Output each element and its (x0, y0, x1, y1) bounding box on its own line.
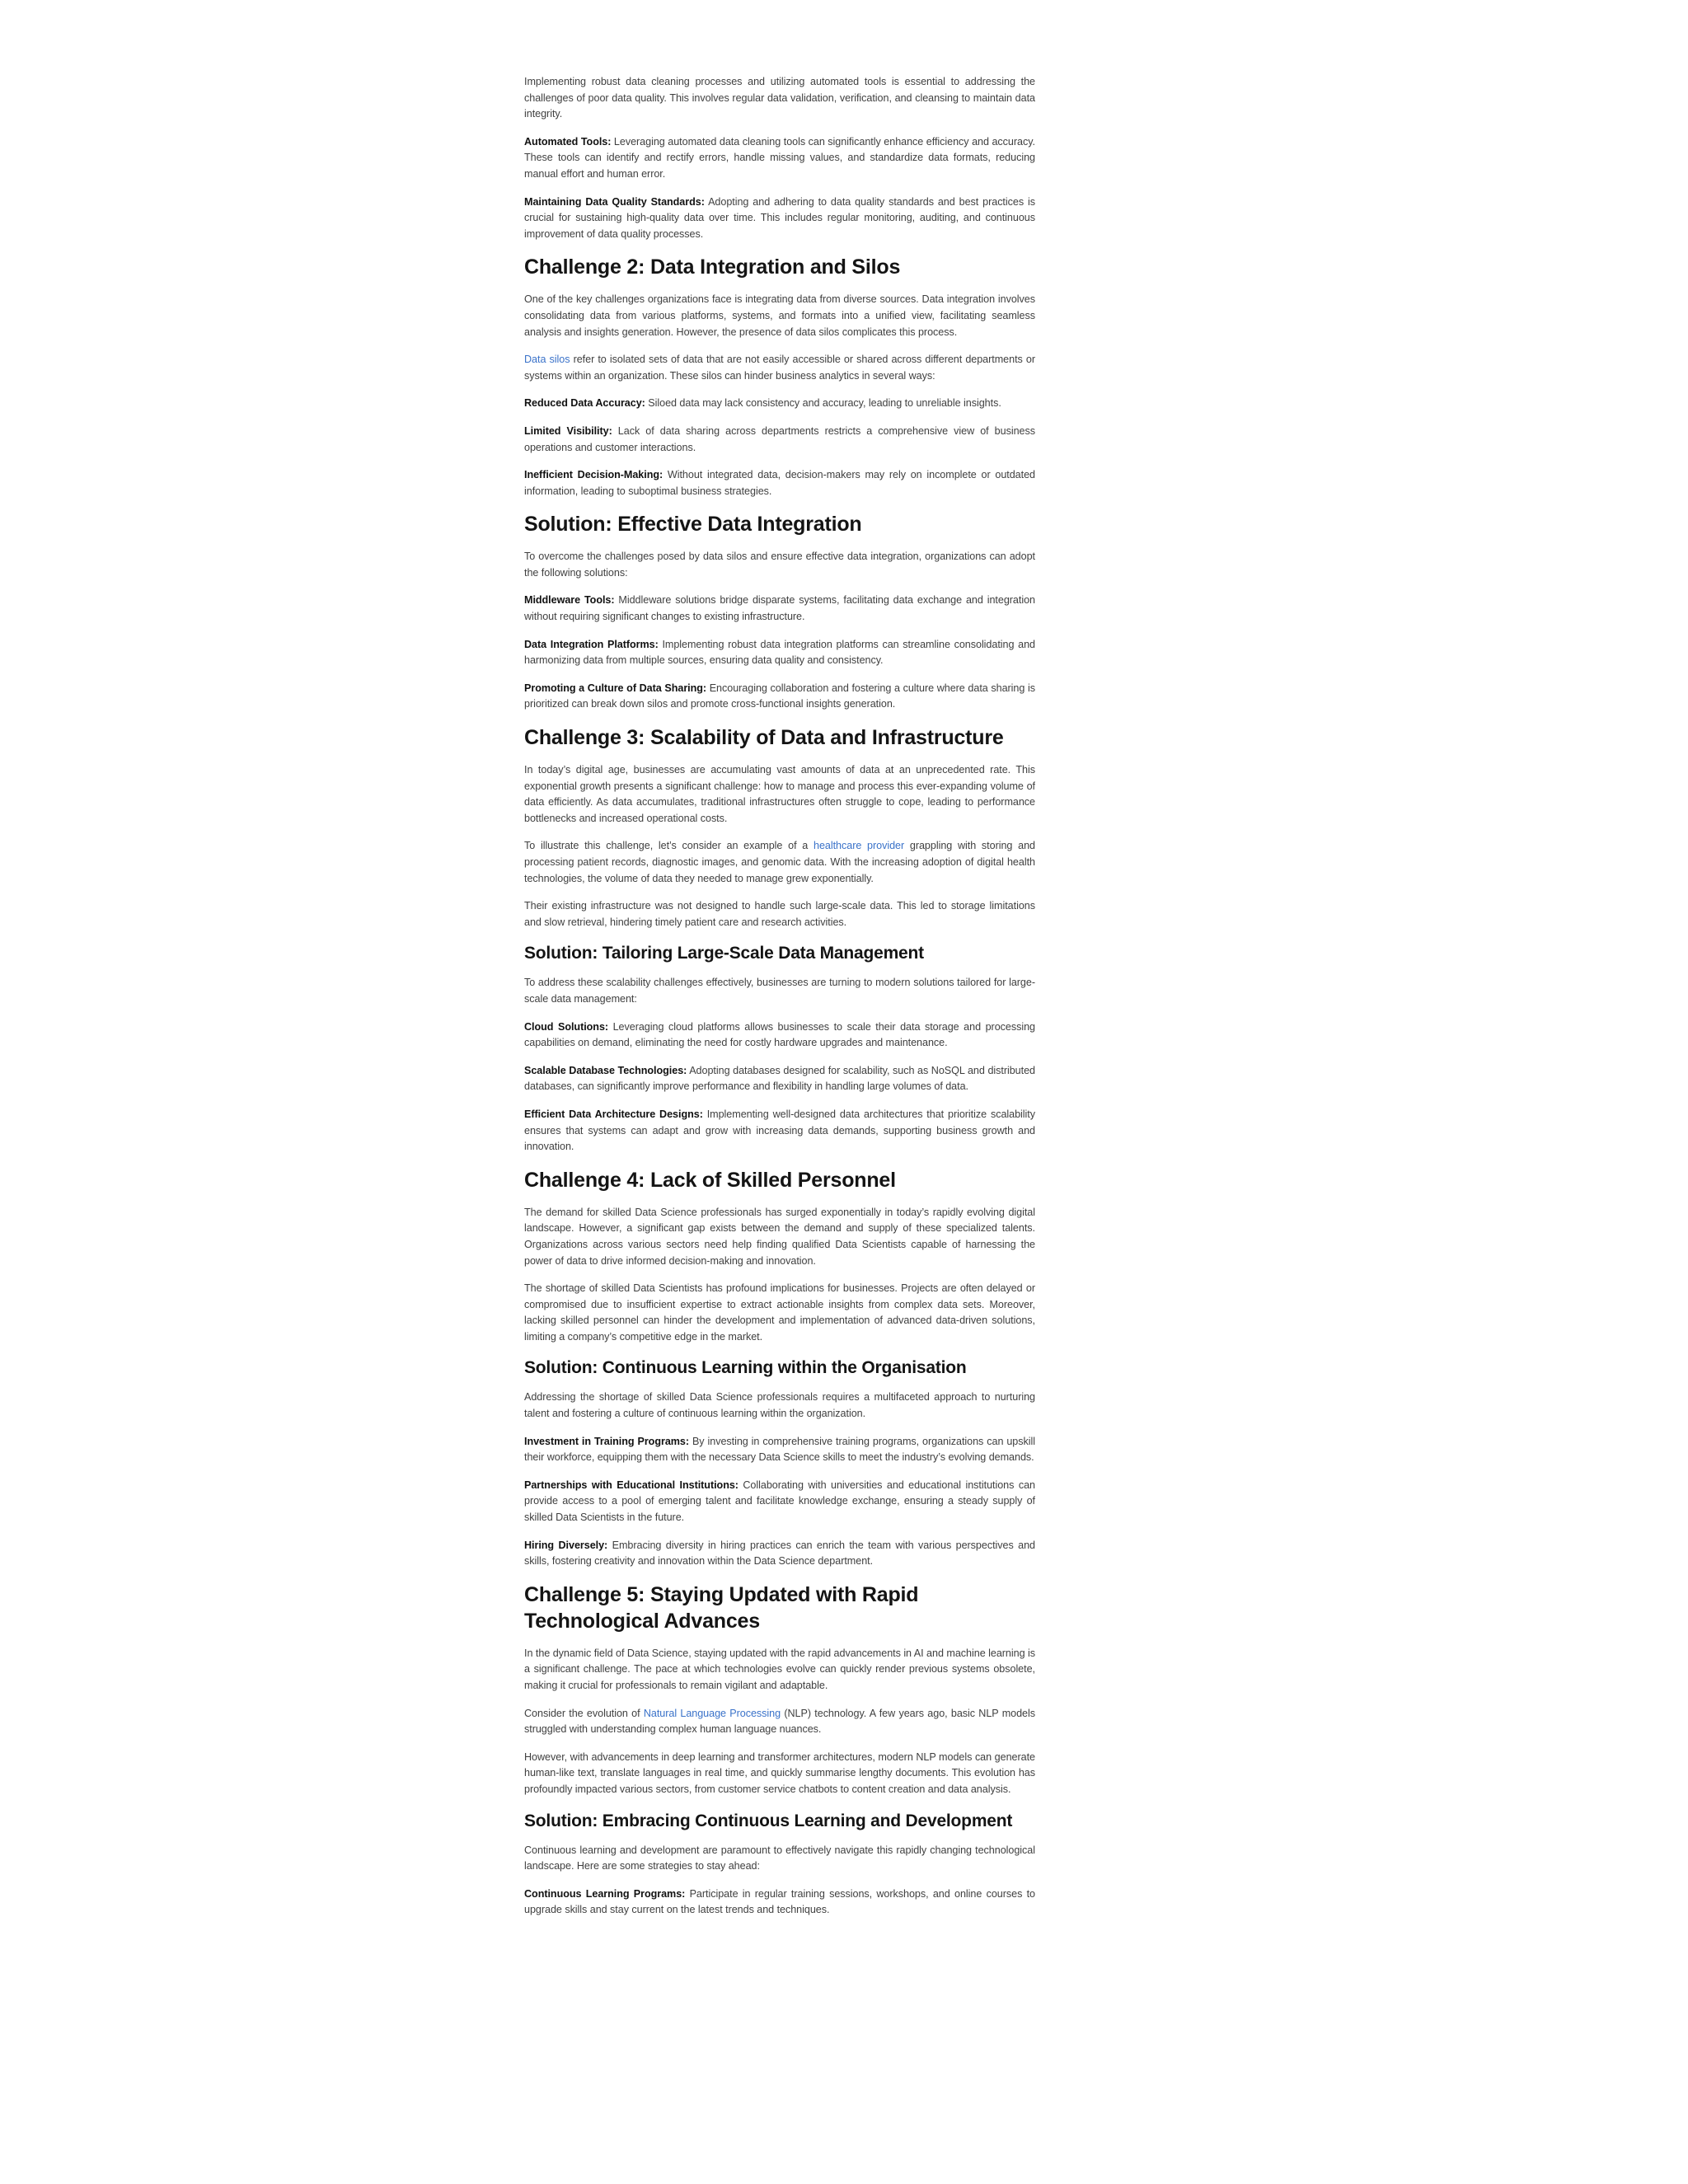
list-item (524, 1063, 1035, 1095)
list-item (524, 1886, 1035, 1919)
nlp-text-after: (NLP) technology. A few years ago, basic NLP models struggled with understanding complex human language nuances. (524, 1707, 1035, 1736)
automated-tools-text: Leveraging automated data cleaning tools can significantly enhance efficiency and accuracy. These tools can identify and rectify errors, handle missing values, and standardize data formats, reducing manual effort and human error. (524, 135, 1035, 180)
item-label: Continuous Learning Programs: (524, 1887, 686, 1900)
item-text: Adopting databases designed for scalability, such as NoSQL and distributed databases, can significantly improve performance and flexibility in handling large volumes of data. (524, 1064, 1035, 1093)
challenge-2-intro: One of the key challenges organizations face is integrating data from diverse sources. Data integration involves consolidating data from various platforms, systems, and formats into a unified view, facilitating seamless analysis and insights generation. However, the presence of data silos complicates this process. (524, 293, 1035, 338)
item-text: Implementing well-designed data architectures that prioritize scalability ensures that systems can adapt and grow with increasing data demands, supporting business growth and innovation. (524, 1108, 1035, 1153)
challenge-3-infrastructure: Their existing infrastructure was not designed to handle such large-scale data. This led to storage limitations and slow retrieval, hindering timely patient care and research activities. (524, 900, 1035, 928)
item-label: Partnerships with Educational Institutions: (524, 1479, 738, 1491)
item-text: Encouraging collaboration and fostering a culture where data sharing is prioritized can break down silos and promote cross-functional insights generation. (524, 682, 1035, 710)
solution-3-heading: Solution: Tailoring Large-Scale Data Management (524, 944, 924, 963)
nlp-text-before: Consider the evolution of (524, 1707, 644, 1719)
item-text: Collaborating with universities and educational institutions can provide access to a pool of emerging talent and facilitate knowledge exchange, ensuring a steady supply of skilled Data Scientists in the future. (524, 1479, 1035, 1524)
challenge-5-advancements: However, with advancements in deep learning and transformer architectures, modern NLP models can generate human-like text, translate languages in real time, and quickly summarise lengthy documents. This evolution has profoundly impacted various sectors, from customer service chatbots to content creation and data analysis. (524, 1750, 1035, 1795)
challenge-2-heading: Challenge 2: Data Integration and Silos (524, 255, 901, 279)
item-text: Without integrated data, decision-makers may rely on incomplete or outdated information, leading to suboptimal business strategies. (524, 469, 1035, 497)
list-item (524, 1107, 1035, 1155)
solution-4-heading: Solution: Continuous Learning within the Organisation (524, 1358, 967, 1378)
challenge-4-heading: Challenge 4: Lack of Skilled Personnel (524, 1168, 896, 1192)
solution-4-intro: Addressing the shortage of skilled Data Science professionals requires a multifaceted approach to nurturing talent and fostering a culture of continuous learning within the organization. (524, 1391, 1035, 1420)
list-item (524, 396, 1035, 412)
healthcare-text-after: grappling with storing and processing patient records, diagnostic images, and genomic data. With the increasing adoption of digital health technologies, the volume of data they needed to manage grew exponentially. (524, 840, 1035, 884)
data-silos-link[interactable]: Data silos (524, 354, 570, 366)
maintaining-standards-label: Maintaining Data Quality Standards: (524, 195, 705, 208)
item-text: Siloed data may lack consistency and accuracy, leading to unreliable insights. (645, 397, 1001, 410)
item-label: Promoting a Culture of Data Sharing: (524, 682, 707, 694)
challenge-5-heading: Challenge 5: Staying Updated with Rapid Technological Advances (524, 1582, 919, 1633)
automated-tools-paragraph (524, 134, 1035, 183)
item-label: Efficient Data Architecture Designs: (524, 1108, 703, 1120)
solution-2-intro: To overcome the challenges posed by data silos and ensure effective data integration, organizations can adopt the following solutions: (524, 551, 1035, 579)
item-text: Participate in regular training sessions, workshops, and online courses to upgrade skills and stay current on the latest trends and techniques. (524, 1887, 1035, 1916)
item-label: Investment in Training Programs: (524, 1435, 690, 1447)
item-label: Scalable Database Technologies: (524, 1064, 687, 1076)
healthcare-paragraph (524, 838, 1035, 887)
article-body (524, 74, 1035, 1930)
item-text: Implementing robust data integration platforms can streamline consolidating and harmonizing data from multiple sources, ensuring data quality and consistency. (524, 638, 1035, 667)
challenge-3-intro: In today’s digital age, businesses are accumulating vast amounts of data at an unprecedented rate. This exponential growth presents a significant challenge: how to manage and process this ever-expanding volume of data efficiently. As data accumulates, traditional infrastructures often struggle to cope, leading to performance bottlenecks and increased operational costs. (524, 764, 1035, 824)
nlp-paragraph (524, 1706, 1035, 1738)
intro-paragraph: Implementing robust data cleaning processes and utilizing automated tools is essential to addressing the challenges of poor data quality. This involves regular data validation, verification, and cleansing to maintain data integrity. (524, 76, 1035, 120)
data-silos-paragraph (524, 352, 1035, 384)
list-item (524, 1478, 1035, 1526)
list-item (524, 637, 1035, 669)
item-label: Limited Visibility: (524, 424, 612, 437)
list-item (524, 1434, 1035, 1466)
item-label: Hiring Diversely: (524, 1539, 608, 1551)
healthcare-provider-link[interactable]: healthcare provider (813, 840, 905, 852)
challenge-5-intro: In the dynamic field of Data Science, staying updated with the rapid advancements in AI and machine learning is a significant challenge. The pace at which technologies evolve can quickly render previous systems obsolete, making it crucial for professionals to remain vigilant and adaptable. (524, 1647, 1035, 1691)
challenge-3-heading: Challenge 3: Scalability of Data and Infrastructure (524, 726, 1004, 750)
list-item (524, 593, 1035, 625)
item-label: Middleware Tools: (524, 594, 615, 607)
solution-5-intro: Continuous learning and development are paramount to effectively navigate this rapidly changing technological landscape. Here are some strategies to stay ahead: (524, 1844, 1035, 1872)
healthcare-text-before: To illustrate this challenge, let’s consider an example of a (524, 840, 814, 852)
item-label: Reduced Data Accuracy: (524, 397, 645, 410)
data-silos-text: refer to isolated sets of data that are not easily accessible or shared across different departments or systems within an organization. These silos can hinder business analytics in several ways: (524, 354, 1035, 382)
item-text: Lack of data sharing across departments restricts a comprehensive view of business operations and customer interactions. (524, 424, 1035, 453)
list-item (524, 1019, 1035, 1052)
item-label: Inefficient Decision-Making: (524, 469, 663, 481)
item-label: Data Integration Platforms: (524, 638, 659, 650)
automated-tools-label: Automated Tools: (524, 135, 612, 148)
list-item (524, 1538, 1035, 1570)
maintaining-standards-paragraph (524, 194, 1035, 243)
challenge-4-intro: The demand for skilled Data Science professionals has surged exponentially in today’s rapidly evolving digital landscape. However, a significant gap exists between the demand and supply of these specialized talents. Organizations across various sectors need help finding qualified Data Scientists capable of harnessing the power of data to drive informed decision-making and innovation. (524, 1206, 1035, 1267)
item-text: By investing in comprehensive training programs, organizations can upskill their workforce, equipping them with the necessary Data Science skills to meet the industry’s evolving demands. (524, 1435, 1035, 1464)
list-item (524, 424, 1035, 456)
item-text: Leveraging cloud platforms allows businesses to scale their data storage and processing capabilities on demand, eliminating the need for costly hardware upgrades and maintenance. (524, 1020, 1035, 1049)
item-label: Cloud Solutions: (524, 1020, 609, 1033)
maintaining-standards-text: Adopting and adhering to data quality standards and best practices is crucial for sustaining high-quality data over time. This includes regular monitoring, auditing, and continuous improvement of data quality processes. (524, 195, 1035, 240)
solution-2-heading: Solution: Effective Data Integration (524, 513, 862, 537)
nlp-link[interactable]: Natural Language Processing (643, 1707, 781, 1719)
list-item (524, 467, 1035, 499)
solution-5-heading: Solution: Embracing Continuous Learning and Development (524, 1811, 1013, 1830)
challenge-4-implications: The shortage of skilled Data Scientists has profound implications for businesses. Projects are often delayed or compromised due to insufficient expertise to extract actionable insights from complex data sets. Moreover, lacking skilled personnel can hinder the development and implementation of advanced data-driven solutions, limiting a company’s competitive edge in the market. (524, 1282, 1035, 1343)
item-text: Middleware solutions bridge disparate systems, facilitating data exchange and integration without requiring significant changes to existing infrastructure. (524, 594, 1035, 623)
list-item (524, 681, 1035, 713)
item-text: Embracing diversity in hiring practices can enrich the team with various perspectives and skills, fostering creativity and innovation within the Data Science department. (524, 1539, 1035, 1568)
solution-3-intro: To address these scalability challenges effectively, businesses are turning to modern solutions tailored for large-scale data management: (524, 977, 1035, 1005)
